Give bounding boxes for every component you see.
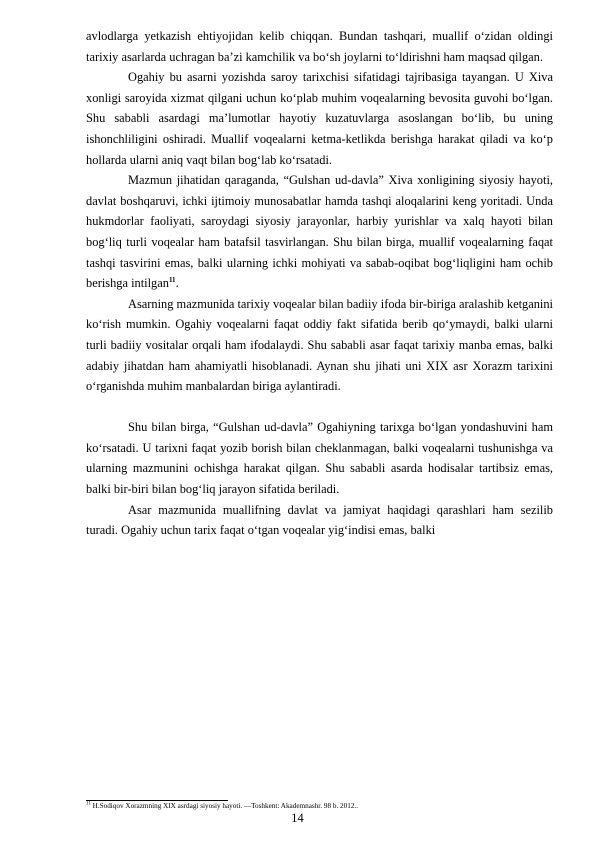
paragraph-gap [86, 397, 553, 418]
paragraph-content-overview [86, 170, 553, 294]
footnote-divider [86, 800, 228, 801]
paragraph-continuation: avlodlarga yetkazish ehtiyojidan kelib chiqqan. Bundan tashqari, muallif o‘zidan oldingi tarixiy asarlarda uchragan ba’zi kamchilik va bo‘sh joylarni to‘ldirishni ham maqsad qilgan. [86, 29, 553, 64]
paragraph-ogahiy-experience: Ogahiy bu asarni yozishda saroy tarixchisi sifatidagi tajribasiga tayangan. U Xiva xonligi saroyida xizmat qilgani uchun ko‘plab muhim voqealarning bevosita guvohi bo‘lgan. Shu sababli asardagi ma’lumotlar hayotiy kuzatuvlarga asoslangan bo‘lib, bu uning ishonchliligini oshiradi. Muallif voqealarni ketma-ketlikda berishga harakat qiladi va ko‘p hollarda ularni aniq vaqt bilan bog‘lab ko‘rsatadi. [86, 70, 553, 167]
footnote [86, 802, 556, 811]
paragraph-author-views: Asar mazmunida muallifning davlat va jamiyat haqidagi qarashlari ham sezilib turadi. Ogahiy uchun tarix faqat o‘tgan voqealar yig‘indisi emas, balki [86, 502, 553, 538]
footnote-reference[interactable]: 11 [168, 276, 176, 284]
footnote-number: 11 [86, 801, 91, 807]
page-number: 14 [291, 811, 304, 825]
document-body [86, 26, 553, 541]
footnote-text: H.Sodiqov Xorazmning XIX asrdagi siyosiy hayoti. —Toshkent: Akademnashr. 98 b. 2012.. [90, 802, 359, 810]
paragraph-historical-approach: Shu bilan birga, “Gulshan ud-davla” Ogahiyning tarixga bo‘lgan yondashuvini ham ko‘rsatadi. U tarixni faqat yozib borish bilan cheklanmagan, balki voqealarni tushunishga va ularning mazmunini ochishga harakat qilgan. Shu sababli asarda hodisalar tartibsiz emas, balki bir-biri bilan bog‘liq jarayon sifatida beriladi. [86, 420, 553, 497]
paragraph-content-overview-text: Mazmun jihatidan qaraganda, “Gulshan ud-davla” Xiva xonligining siyosiy hayoti, davlat boshqaruvi, ichki ijtimoiy munosabatlar hamda tashqi aloqalarini keng yoritadi. Unda hukmdorlar faoliyati, saroydagi siyosiy jarayonlar, harbiy yurishlar va xalq hayoti bilan bog‘liq turli voqealar ham batafsil tasvirlangan. Shu bilan birga, muallif voqealarning faqat tashqi tasvirini emas, balki ularning ichki mohiyati va sabab-oqibat bog‘liqligini ham ochib berishga intilgan [86, 173, 553, 291]
footnote-reference-suffix: . [175, 276, 179, 291]
paragraph-artistic-expression: Asarning mazmunida tarixiy voqealar bilan badiiy ifoda bir-biriga aralashib ketganini ko‘rish mumkin. Ogahiy voqealarni faqat oddiy fakt sifatida berib qo‘ymaydi, balki ularni turli badiiy vositalar orqali ham ifodalaydi. Shu sababli asar faqat tarixiy manba emas, balki adabiy jihatdan ham ahamiyatli hisoblanadi. Aynan shu jihati uni XIX asr Xorazm tarixini o‘rganishda muhim manbalardan biriga aylantiradi. [86, 296, 553, 394]
